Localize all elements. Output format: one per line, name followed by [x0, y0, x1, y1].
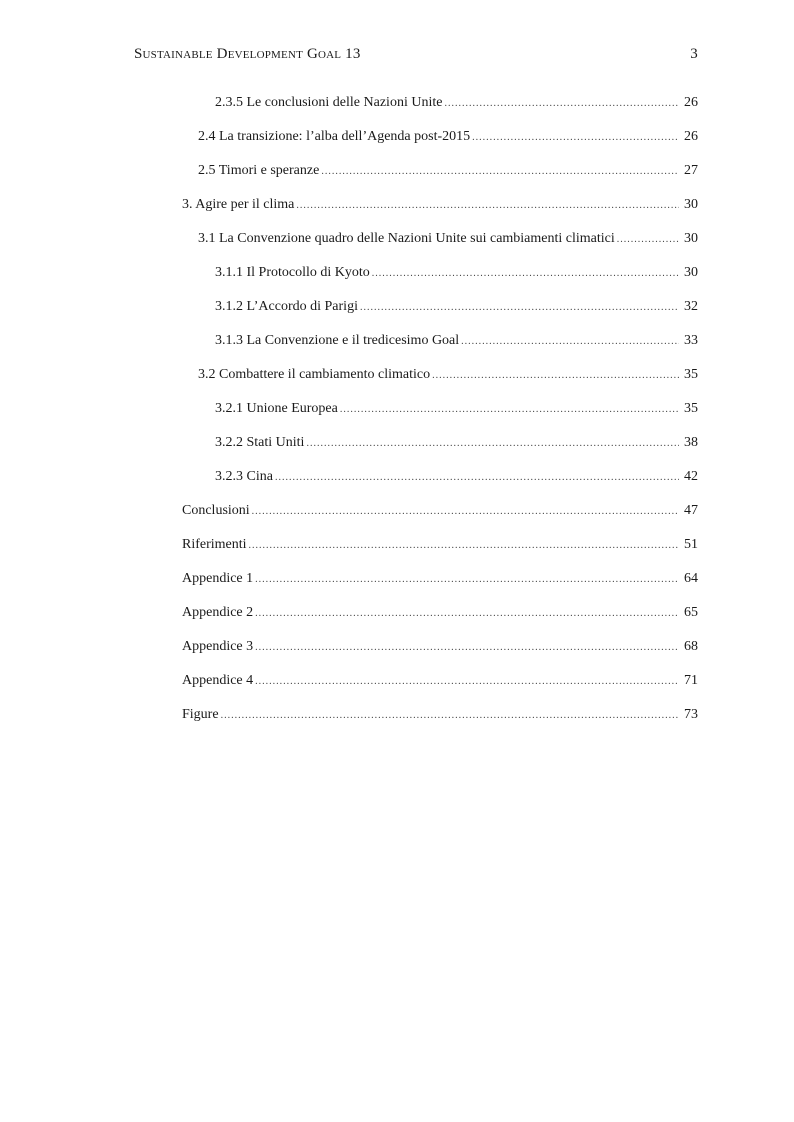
toc-dot-leader — [296, 200, 679, 211]
toc-entry[interactable] — [182, 401, 698, 435]
toc-entry-label[interactable]: 3.1.3 La Convenzione e il tredicesimo Goal — [215, 333, 460, 348]
toc-entry-page[interactable]: 26 — [684, 129, 698, 144]
toc-entry-page[interactable]: 71 — [684, 673, 698, 688]
page-header — [134, 46, 698, 68]
toc-dot-leader — [360, 302, 679, 313]
toc-entry-label[interactable]: Appendice 3 — [182, 639, 254, 654]
toc-dot-leader — [617, 234, 679, 245]
toc-dot-leader — [255, 676, 679, 687]
toc-entry[interactable] — [182, 163, 698, 197]
running-title: Sustainable Development Goal 13 — [134, 46, 361, 62]
toc-entry-page[interactable]: 30 — [684, 265, 698, 280]
toc-entry-label[interactable]: 3.2.3 Cina — [215, 469, 273, 484]
toc-entry-page[interactable]: 51 — [684, 537, 698, 552]
toc-dot-leader — [255, 608, 679, 619]
toc-entry-page[interactable]: 64 — [684, 571, 698, 586]
toc-entry-page[interactable]: 27 — [684, 163, 698, 178]
toc-entry-label[interactable]: Conclusioni — [182, 503, 250, 518]
toc-entry-label[interactable]: 2.5 Timori e speranze — [198, 163, 320, 178]
toc-entry-page[interactable]: 47 — [684, 503, 698, 518]
toc-entry[interactable] — [182, 129, 698, 163]
toc-dot-leader — [432, 370, 679, 381]
toc-entry[interactable] — [182, 469, 698, 503]
toc-entry[interactable] — [182, 571, 698, 605]
toc-entry-page[interactable]: 35 — [684, 401, 698, 416]
toc-dot-leader — [275, 472, 679, 483]
toc-entry-label[interactable]: 3.1 La Convenzione quadro delle Nazioni Unite sui cambiamenti climatici — [198, 231, 615, 246]
toc-entry[interactable] — [182, 231, 698, 265]
toc-entry[interactable] — [182, 333, 698, 367]
toc-entry[interactable] — [182, 673, 698, 707]
toc-entry[interactable] — [182, 367, 698, 401]
toc-entry-label[interactable]: 3. Agire per il clima — [182, 197, 295, 212]
toc-entry-label[interactable]: Appendice 2 — [182, 605, 254, 620]
toc-dot-leader — [255, 642, 679, 653]
toc-entry-label[interactable]: 3.1.1 Il Protocollo di Kyoto — [215, 265, 370, 280]
toc-entry-label[interactable]: 2.3.5 Le conclusioni delle Nazioni Unite — [215, 95, 443, 110]
toc-entry-page[interactable]: 65 — [684, 605, 698, 620]
toc-dot-leader — [249, 540, 679, 551]
toc-entry[interactable] — [182, 265, 698, 299]
toc-entry-label[interactable]: 3.2 Combattere il cambiamento climatico — [198, 367, 431, 382]
toc-dot-leader — [444, 98, 679, 109]
toc-entry-page[interactable]: 35 — [684, 367, 698, 382]
toc-entry[interactable] — [182, 299, 698, 333]
toc-entry-page[interactable]: 32 — [684, 299, 698, 314]
toc-entry[interactable] — [182, 503, 698, 537]
toc-entry-label[interactable]: 3.1.2 L’Accordo di Parigi — [215, 299, 358, 314]
toc-dot-leader — [306, 438, 679, 449]
toc-entry-label[interactable]: Appendice 1 — [182, 571, 254, 586]
toc-entry[interactable] — [182, 639, 698, 673]
toc-entry-page[interactable]: 33 — [684, 333, 698, 348]
toc-entry[interactable] — [182, 537, 698, 571]
toc-entry[interactable] — [182, 95, 698, 129]
toc-entry-page[interactable]: 73 — [684, 707, 698, 722]
toc-dot-leader — [255, 574, 679, 585]
toc-dot-leader — [461, 336, 679, 347]
toc-entry-label[interactable]: 3.2.1 Unione Europea — [215, 401, 338, 416]
toc-dot-leader — [321, 166, 679, 177]
toc-dot-leader — [340, 404, 679, 415]
toc-entry-label[interactable]: Appendice 4 — [182, 673, 254, 688]
toc-dot-leader — [472, 132, 679, 143]
toc-entry[interactable] — [182, 197, 698, 231]
toc-entry-page[interactable]: 30 — [684, 197, 698, 212]
toc-entry[interactable] — [182, 707, 698, 741]
toc-entry-label[interactable]: Figure — [182, 707, 219, 722]
toc-dot-leader — [372, 268, 679, 279]
toc-entry[interactable] — [182, 435, 698, 469]
toc-entry-page[interactable]: 26 — [684, 95, 698, 110]
toc-entry-page[interactable]: 42 — [684, 469, 698, 484]
toc-entry-page[interactable]: 68 — [684, 639, 698, 654]
toc-entry-page[interactable]: 38 — [684, 435, 698, 450]
toc-entry-page[interactable]: 30 — [684, 231, 698, 246]
toc-dot-leader — [221, 710, 679, 721]
page-number: 3 — [690, 46, 698, 62]
toc-entry-label[interactable]: 2.4 La transizione: l’alba dell’Agenda post-2015 — [198, 129, 471, 144]
toc-entry[interactable] — [182, 605, 698, 639]
table-of-contents — [182, 95, 698, 741]
toc-entry-label[interactable]: 3.2.2 Stati Uniti — [215, 435, 305, 450]
toc-dot-leader — [252, 506, 679, 517]
toc-entry-label[interactable]: Riferimenti — [182, 537, 247, 552]
